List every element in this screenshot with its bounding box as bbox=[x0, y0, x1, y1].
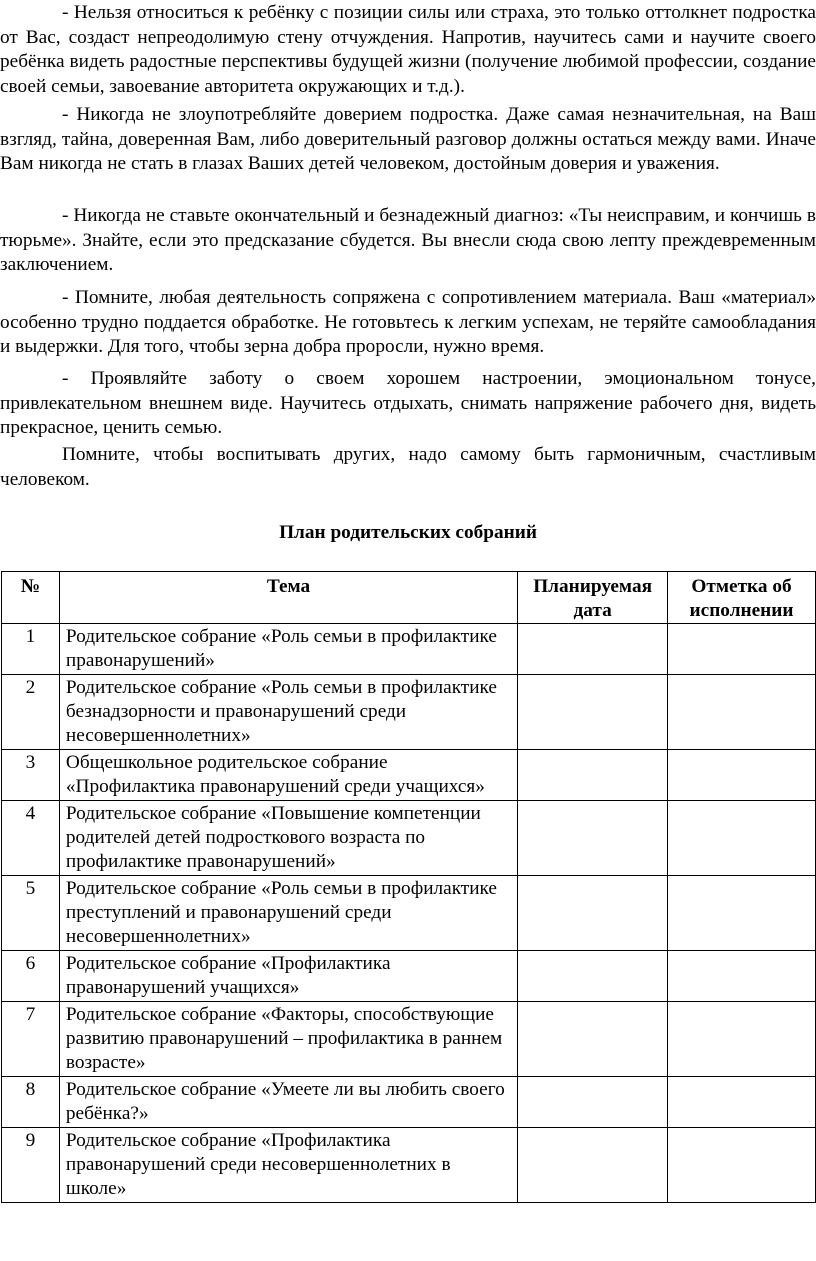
row-topic: Родительское собрание «Умеете ли вы любить своего ребёнка?» bbox=[59, 1077, 517, 1128]
row-number: 3 bbox=[2, 750, 60, 801]
advice-paragraph: - Никогда не ставьте окончательный и безнадежный диагноз: «Ты неисправим, и кончишь в тюрьме». Знайте, если это предсказание сбудется. Вы внесли сюда свою лепту преждевременным заключением. bbox=[0, 205, 816, 275]
row-topic: Родительское собрание «Роль семьи в профилактике правонарушений» bbox=[59, 624, 517, 675]
row-mark bbox=[668, 675, 816, 750]
row-date bbox=[518, 675, 668, 750]
row-number: 2 bbox=[2, 675, 60, 750]
row-mark bbox=[668, 750, 816, 801]
advice-paragraph: - Никогда не злоупотребляйте доверием подростка. Даже самая незначительная, на Ваш взгляд, тайна, доверенная Вам, либо доверительный разговор должны остаться между вами. Иначе Вам никогда не стать в глазах Ваших детей человеком, достойным доверия и уважения. bbox=[0, 104, 816, 174]
row-mark bbox=[668, 876, 816, 951]
row-date bbox=[518, 624, 668, 675]
table-row bbox=[2, 801, 816, 876]
row-date bbox=[518, 1128, 668, 1203]
row-mark bbox=[668, 1077, 816, 1128]
row-date bbox=[518, 801, 668, 876]
row-date bbox=[518, 1002, 668, 1077]
row-mark bbox=[668, 1128, 816, 1203]
advice-paragraph: - Проявляйте заботу о своем хорошем настроении, эмоциональном тонусе, привлекательном внешнем виде. Научитесь отдыхать, снимать напряжение рабочего дня, видеть прекрасное, ценить семью. bbox=[0, 368, 816, 438]
row-number: 7 bbox=[2, 1002, 60, 1077]
row-number: 4 bbox=[2, 801, 60, 876]
table-row bbox=[2, 1002, 816, 1077]
row-topic: Родительское собрание «Повышение компетенции родителей детей подросткового возраста по профилактике правонарушений» bbox=[59, 801, 517, 876]
meetings-plan-table bbox=[1, 571, 816, 1203]
table-header-row bbox=[2, 572, 816, 624]
row-topic: Родительское собрание «Профилактика правонарушений учащихся» bbox=[59, 951, 517, 1002]
plan-title: План родительских собраний bbox=[279, 522, 537, 543]
row-mark bbox=[668, 801, 816, 876]
row-number: 8 bbox=[2, 1077, 60, 1128]
header-topic: Тема bbox=[59, 572, 517, 624]
advice-paragraph: - Нельзя относиться к ребёнку с позиции силы или страха, это только оттолкнет подростка от Вас, создаст непреодолимую стену отчуждения. Напротив, научитесь сами и научите своего ребёнка видеть радостные перспективы будущей жизни (получение любимой профессии, создание своей семьи, завоевание авторитета окружающих и т.д.). bbox=[0, 2, 816, 97]
header-date: Планируемая дата bbox=[518, 572, 668, 624]
row-mark bbox=[668, 624, 816, 675]
row-number: 9 bbox=[2, 1128, 60, 1203]
row-topic: Родительское собрание «Роль семьи в профилактике преступлений и правонарушений среди несовершеннолетних» bbox=[59, 876, 517, 951]
row-topic: Родительское собрание «Роль семьи в профилактике безнадзорности и правонарушений среди несовершеннолетних» bbox=[59, 675, 517, 750]
row-topic: Родительское собрание «Факторы, способствующие развитию правонарушений – профилактика в раннем возрасте» bbox=[59, 1002, 517, 1077]
advice-paragraph: - Помните, любая деятельность сопряжена с сопротивлением материала. Ваш «материал» особенно трудно поддается обработке. Не готовьтесь к легким успехам, не теряйте самообладания и выдержки. Для того, чтобы зерна добра проросли, нужно время. bbox=[0, 287, 816, 357]
table-row bbox=[2, 951, 816, 1002]
row-date bbox=[518, 951, 668, 1002]
row-date bbox=[518, 876, 668, 951]
row-mark bbox=[668, 951, 816, 1002]
header-number: № bbox=[2, 572, 60, 624]
row-date bbox=[518, 1077, 668, 1128]
row-number: 6 bbox=[2, 951, 60, 1002]
table-row bbox=[2, 876, 816, 951]
table-row bbox=[2, 624, 816, 675]
table-row bbox=[2, 1128, 816, 1203]
table-row bbox=[2, 1077, 816, 1128]
row-date bbox=[518, 750, 668, 801]
row-mark bbox=[668, 1002, 816, 1077]
closing-paragraph: Помните, чтобы воспитывать других, надо самому быть гармоничным, счастливым человеком. bbox=[0, 444, 816, 490]
table-row bbox=[2, 750, 816, 801]
header-mark: Отметка об исполнении bbox=[668, 572, 816, 624]
row-topic: Родительское собрание «Профилактика правонарушений среди несовершеннолетних в школе» bbox=[59, 1128, 517, 1203]
row-number: 5 bbox=[2, 876, 60, 951]
row-number: 1 bbox=[2, 624, 60, 675]
table-row bbox=[2, 675, 816, 750]
row-topic: Общешкольное родительское собрание «Профилактика правонарушений среди учащихся» bbox=[59, 750, 517, 801]
